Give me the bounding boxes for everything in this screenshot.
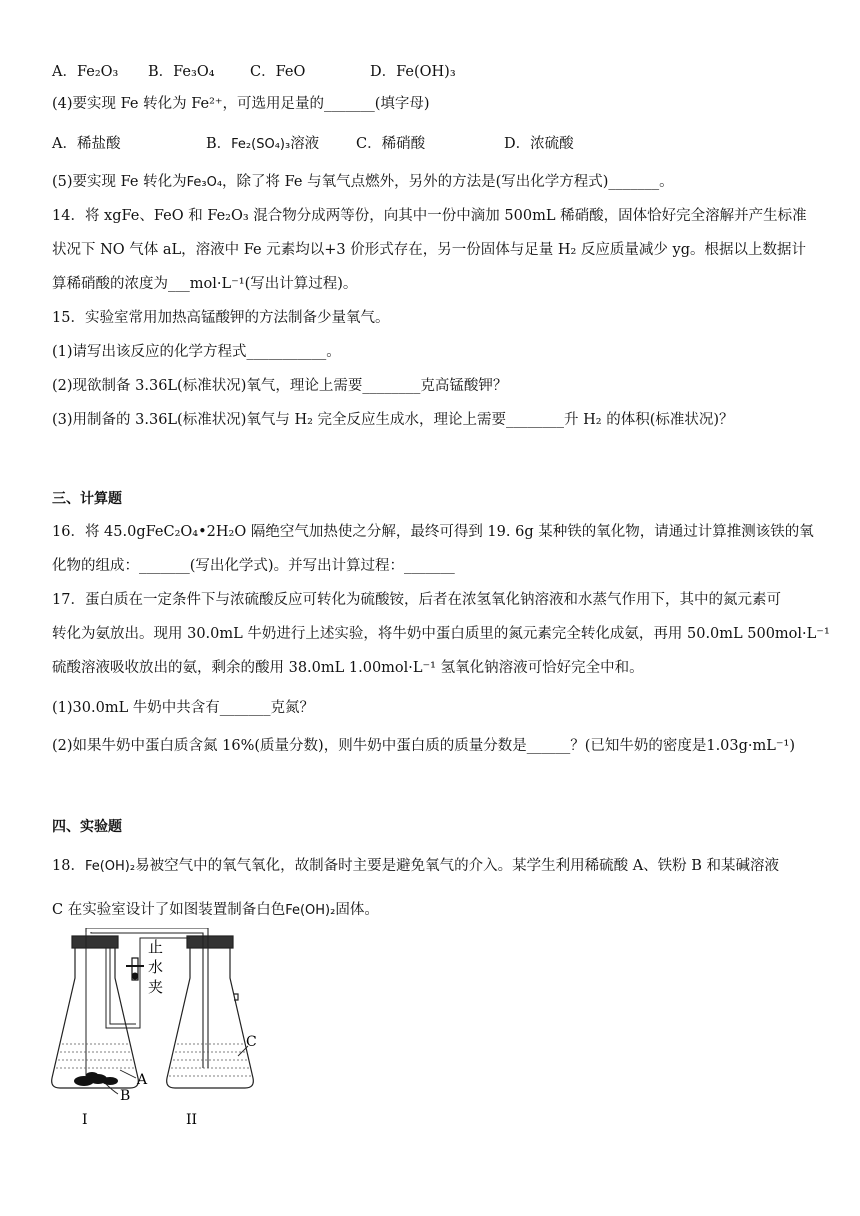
q17-part1: (1)30.0mL 牛奶中共含有_______克氮？	[52, 700, 315, 716]
section-heading-calculation: 三、计算题	[52, 491, 122, 507]
q18-formula-1: Fe(OH)₂	[84, 859, 136, 874]
q18-line-2-text: C 在实验室设计了如图装置制备白色	[52, 902, 286, 918]
label-c: C	[246, 1034, 257, 1050]
q13-option-d: D．Fe(OH)₃	[370, 64, 456, 80]
label-a: A	[137, 1072, 148, 1088]
iron-powder	[74, 1072, 118, 1086]
q13-part4-option-b-prefix: B．	[206, 136, 232, 152]
q15-stem: 15．实验室常用加热高锰酸钾的方法制备少量氧气。	[52, 310, 390, 326]
label-i: I	[82, 1112, 88, 1128]
q13-part4-option-a: A．稀盐酸	[52, 136, 121, 152]
label-ii: II	[186, 1112, 198, 1128]
stopper-i	[72, 936, 118, 948]
q18-line-2-suffix: 固体。	[335, 902, 379, 918]
q13-part4-option-b-formula: Fe₂(SO₄)₃	[231, 137, 291, 152]
flask-i	[52, 948, 139, 1088]
clamp-label-1: 止	[148, 938, 164, 956]
q17-part2: (2)如果牛奶中蛋白质含氮 16%(质量分数)，则牛奶中蛋白质的质量分数是______？(已知牛奶的密度是1.03g·mL⁻¹)	[52, 738, 796, 754]
label-b: B	[120, 1088, 131, 1104]
stop-clamp	[126, 958, 144, 980]
q13-part4-option-b	[206, 132, 319, 153]
q13-option-b: B．Fe₃O₄	[148, 64, 215, 80]
q16-line-1: 16．将 45.0gFeC₂O₄•2H₂O 隔绝空气加热使之分解，最终可得到 19. 6g 某种铁的氧化物，请通过计算推测该铁的氧	[52, 524, 814, 540]
q13-part4-option-d: D．浓硫酸	[504, 136, 574, 152]
q13-part5-text-b: ，除了将 Fe 与氧气点燃外，另外的方法是(写出化学方程式)_______。	[222, 174, 674, 190]
q18-formula-2: Fe(OH)₂	[285, 903, 336, 918]
q17-line-1: 17．蛋白质在一定条件下与浓硫酸反应可转化为硫酸铵，后者在浓氢氧化钠溶液和水蒸气作用下，其中的氮元素可	[52, 592, 781, 608]
q16-line-2: 化物的组成：_______(写出化学式)。并写出计算过程：_______	[52, 558, 455, 574]
clamp-label-2: 水	[148, 958, 164, 976]
q15-part3: (3)用制备的 3.36L(标准状况)氧气与 H₂ 完全反应生成水，理论上需要________升 H₂ 的体积(标准状况)？	[52, 412, 734, 428]
q14-line-2: 状况下 NO 气体 aL，溶液中 Fe 元素均以+3 价形式存在，另一份固体与足量 H₂ 反应质量减少 yg。根据以上数据计	[52, 242, 806, 258]
q17-line-2: 转化为氨放出。现用 30.0mL 牛奶进行上述实验，将牛奶中蛋白质里的氮元素完全转化成氨，再用 50.0mL 500mol·L⁻¹	[52, 626, 830, 642]
q18-number: 18．	[52, 858, 85, 874]
q13-part4-option-b-suffix: 溶液	[290, 136, 320, 152]
q13-option-a: A．Fe₂O₃	[52, 64, 119, 80]
q13-part4-stem: (4)要实现 Fe 转化为 Fe²⁺，可选用足量的_______(填字母)	[52, 96, 430, 112]
clamp-label-3: 夹	[148, 978, 164, 996]
stopper-ii	[187, 936, 233, 948]
q13-option-c: C．FeO	[250, 64, 306, 80]
flask-ii	[167, 948, 254, 1088]
q17-line-3: 硫酸溶液吸收放出的氨，剩余的酸用 38.0mL 1.00mol·L⁻¹ 氢氧化钠溶液可恰好完全中和。	[52, 660, 644, 676]
apparatus-diagram	[40, 928, 290, 1138]
q13-part5-text-a: (5)要实现 Fe 转化为	[52, 174, 187, 190]
q14-line-1: 14．将 xgFe、FeO 和 Fe₂O₃ 混合物分成两等份，向其中一份中滴加 500mL 稀硝酸，固体恰好完全溶解并产生标准	[52, 208, 807, 224]
top-tube-inner	[91, 932, 203, 1068]
q15-part1: (1)请写出该反应的化学方程式___________。	[52, 344, 341, 360]
q18-line-1-text: 易被空气中的氧气氧化，故制备时主要是避免氧气的介入。某学生利用稀硫酸 A、铁粉 B 和某碱溶液	[135, 858, 780, 874]
q18-line-2	[52, 900, 379, 921]
q13-part5-formula: Fe₃O₄	[186, 175, 223, 190]
section-heading-experiment: 四、实验题	[52, 819, 122, 835]
q13-part4-option-c: C．稀硝酸	[356, 136, 426, 152]
q15-part2: (2)现欲制备 3.36L(标准状况)氧气，理论上需要________克高锰酸钾？	[52, 378, 508, 394]
q14-line-3: 算稀硝酸的浓度为___mol·L⁻¹(写出计算过程)。	[52, 276, 358, 292]
q13-part5	[52, 172, 674, 193]
q18-line-1	[52, 856, 779, 877]
